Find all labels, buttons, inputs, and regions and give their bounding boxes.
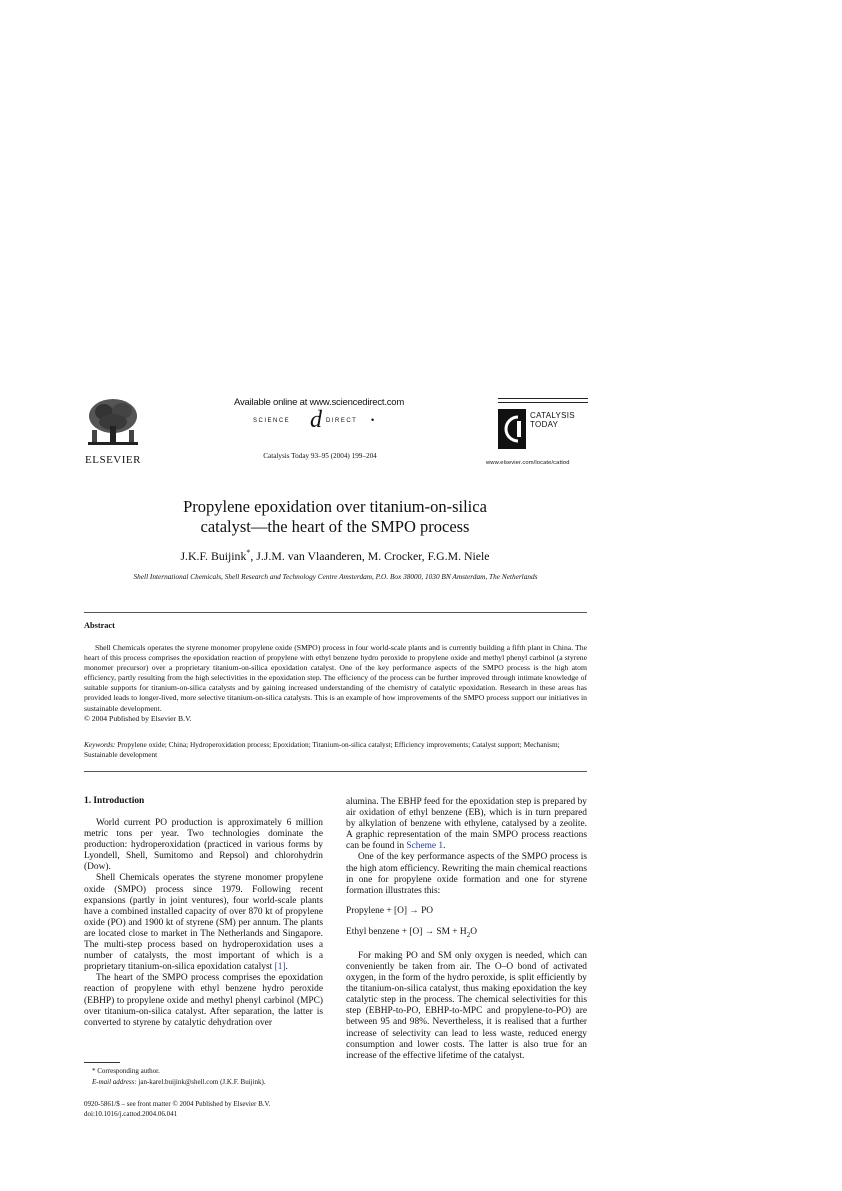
issn-line: 0920-5861/$ – see front matter © 2004 Published by Elsevier B.V. [84, 1100, 271, 1108]
author-first: J.K.F. Buijink [180, 548, 247, 563]
catalysis-today-logo [486, 398, 588, 470]
doi-line: doi:10.1016/j.cattod.2004.06.041 [84, 1110, 178, 1118]
abstract-text: Shell Chemicals operates the styrene monomer propylene oxide (SMPO) process in four world-scale plants and is currently building a fifth plant in China. The heart of this process comprises the epoxidation reaction of propylene with ethyl benzene hydro peroxide to propylene oxide and methyl phenyl carbinol (a styrene monomer precursor) over a proprietary titanium-on-silica epoxidation catalyst. One of the key performance aspects of the SMPO process is the high atom efficiency, partly resulting from the high selectivities in the epoxidation step. The efficiency of the process can be further improved through intimate knowledge of suitable supports for titanium-on-silica catalysts and by gaining increased understanding of the chemistry of catalytic epoxidation. Research in these areas has provided leads to longer-lived, more selective titanium-on-silica catalysts. This is an example of how improvements of the SMPO process support our initiatives in sustainable development. [84, 643, 587, 713]
journal-url: www.elsevier.com/locate/cattod [486, 460, 570, 466]
available-online-text: Available online at www.sciencedirect.com [234, 397, 405, 408]
paper-title [100, 497, 570, 537]
top-divider [84, 612, 587, 613]
sd-science: SCIENCE [253, 418, 291, 424]
footnote-block [84, 1066, 323, 1087]
reference-link-1[interactable]: [1] [274, 962, 286, 973]
intro-paragraph-2 [84, 873, 323, 973]
keywords-label: Keywords: [84, 740, 116, 749]
title-line-1: Propylene epoxidation over titanium-on-silica [183, 497, 487, 516]
footnote-email [84, 1077, 323, 1088]
journal-logo-title-2: TODAY [530, 420, 559, 429]
corresponding-author-mark: * [246, 548, 251, 557]
footnote-rule [84, 1062, 120, 1063]
affiliation: Shell International Chemicals, Shell Research and Technology Centre Amsterdam, P.O. Box 38000, 1030 BN Amsterdam, The Netherlands [133, 572, 538, 581]
right-p1-text-a: alumina. The EBHP feed for the epoxidation step is prepared by air oxidation of ethyl benzene (EB), which is in turn prepared by alkylation of benzene with ethylene, catalysed by a zeolite. A graphic representation of the main SMPO process reactions can be found in [346, 797, 587, 852]
title-line-2: catalyst—the heart of the SMPO process [200, 517, 470, 536]
journal-logo-title-1: CATALYSIS [530, 411, 575, 420]
equation-2 [346, 927, 587, 941]
abstract-block [84, 643, 587, 724]
sciencedirect-logo [253, 407, 383, 435]
elsevier-tree-icon [84, 398, 142, 448]
right-paragraph-1 [346, 797, 587, 852]
intro-p2-text-b: . [285, 962, 288, 973]
footnote-corresponding: * Corresponding author. [92, 1067, 160, 1075]
keywords-text: Propylene oxide; China; Hydroperoxidation process; Epoxidation; Titanium-on-silica catalyst; Efficiency improvements; Catalyst support; Mechanism; Sustainable development [84, 740, 560, 759]
equation-2-text-a: Ethyl benzene + [O] → SM + H [346, 926, 467, 937]
abstract-divider [84, 771, 587, 772]
equation-2-text-b: O [470, 926, 477, 937]
sd-direct: DIRECT [326, 418, 358, 424]
keywords-block [84, 740, 587, 760]
journal-cover-icon [498, 409, 526, 449]
right-p1-text-b: . [443, 841, 446, 852]
email-label: E-mail address: [92, 1077, 137, 1086]
sd-at-icon: d [310, 407, 322, 433]
author-rest: , J.J.M. van Vlaanderen, M. Crocker, F.G.M. Niele [250, 548, 490, 563]
intro-p2-text-a: Shell Chemicals operates the styrene monomer propylene oxide (SMPO) process since 1979. Following recent expansions (partly in joint ventures), four world-scale plants have a combined installed capacity of over 870 kt of propylene oxide (PO) and 1900 kt of styrene (SM) per annum. The plants are located close to market in The Netherlands and Singapore. The multi-step process based on hydroperoxidation uses a number of catalysts, the most important of which is a proprietary titanium-on-silica epoxidation catalyst [84, 873, 323, 973]
section-heading-introduction: 1. Introduction [84, 796, 145, 806]
right-paragraph-3: For making PO and SM only oxygen is needed, which can conveniently be taken from air. The O–O bond of activated oxygen, in the form of the hydro peroxide, is split efficiently by the titanium-on-silica catalyst, thus making epoxidation the key catalytic step in the process. The chemical selectivities for this step (EBHP-to-PO, EBHP-to-MPC and propylene-to-PO) are between 95 and 98%. Nevertheless, it is realised that a further increase of selectivity can lead to less waste, reduced energy consumption and lower costs. The latter is also true for an increase of the effective lifetime of the catalyst. [346, 950, 587, 1061]
right-column [346, 797, 587, 1062]
intro-paragraph-3: The heart of the SMPO process comprises the epoxidation reaction of propylene with ethyl benzene hydro peroxide (EBHP) to propylene oxide and methyl phenyl carbinol (MPC) over titanium-on-silica catalyst. After separation, the latter is converted to styrene by catalytic dehydration over [84, 973, 323, 1028]
journal-reference: Catalysis Today 93–95 (2004) 199–204 [263, 452, 377, 460]
email-address: jan-karel.buijink@shell.com (J.K.F. Buijink). [138, 1077, 266, 1086]
equation-2-subscript: 2 [466, 930, 471, 939]
abstract-copyright: © 2004 Published by Elsevier B.V. [84, 713, 192, 723]
intro-paragraph-1: World current PO production is approximately 6 million metric tons per year. Two technologies dominate the production: hydroperoxidation (practiced in various forms by Lyondell, Shell, Sumitomo and Repsol) and chlorohydrin (Dow). [84, 818, 323, 873]
abstract-heading: Abstract [84, 621, 115, 630]
elsevier-wordmark: ELSEVIER [85, 454, 141, 466]
author-list [100, 548, 570, 564]
sd-dot-icon: • [371, 415, 375, 425]
elsevier-logo [84, 398, 142, 466]
right-paragraph-2: One of the key performance aspects of the SMPO process is the high atom efficiency. Rewriting the main chemical reactions in one for propylene oxide formation and one for styrene formation illustrates this: [346, 852, 587, 896]
scheme-1-link[interactable]: Scheme 1 [406, 841, 444, 852]
left-column [84, 818, 323, 1029]
equation-1: Propylene + [O] → PO [346, 905, 434, 916]
front-matter-footer [84, 1099, 384, 1119]
